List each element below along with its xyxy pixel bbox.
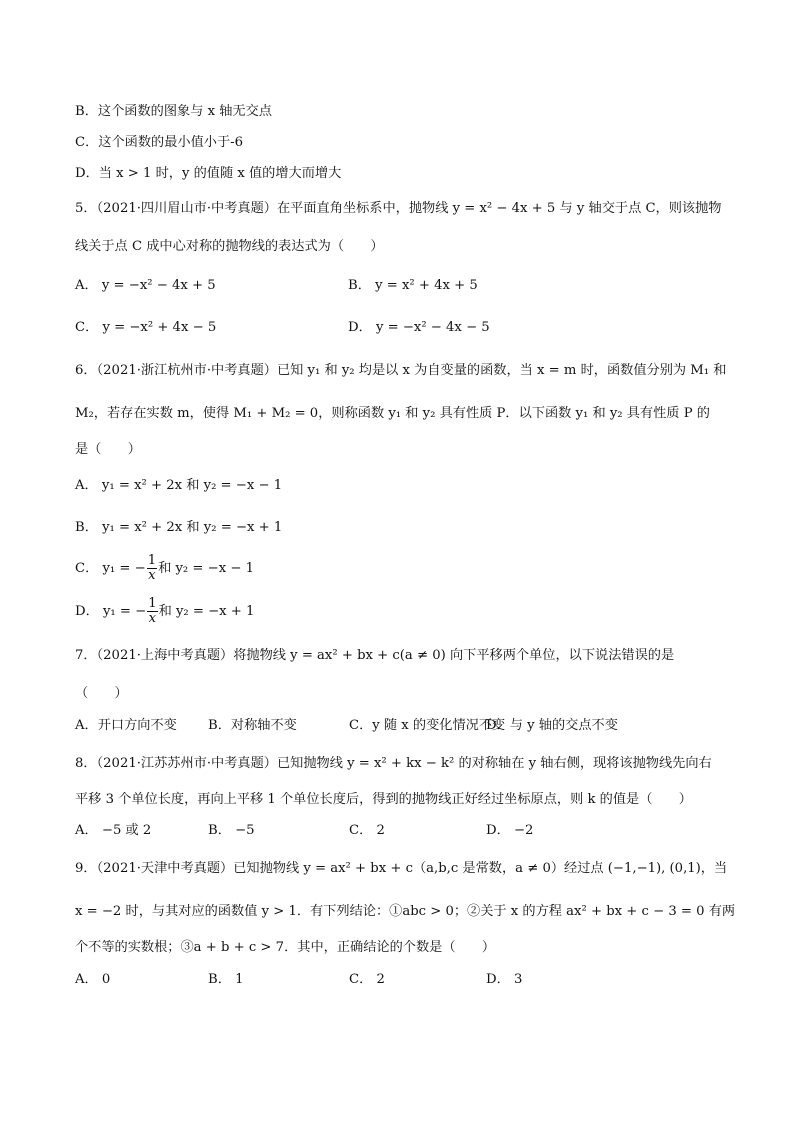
- option-c-prefix: C． y₁ = −: [75, 561, 146, 576]
- question-9-option-c: C． 2: [349, 972, 385, 987]
- question-8-option-a: A． −5 或 2: [75, 823, 152, 838]
- fraction-one-over-x: [147, 597, 157, 626]
- question-7-option-d: D．与 y 轴的交点不变: [486, 718, 618, 733]
- question-6-line-1: 6．（2021·浙江杭州市·中考真题）已知 y₁ 和 y₂ 均是以 x 为自变量的函数，当 x = m 时，函数值分别为 M₁ 和: [75, 363, 727, 378]
- question-6-option-b: B． y₁ = x² + 2x 和 y₂ = −x + 1: [75, 520, 283, 535]
- option-c-prev: C．这个函数的最小值小于-6: [75, 135, 243, 150]
- question-6-line-3: 是（ ）: [75, 442, 141, 457]
- question-9-line-2: x = −2 时，与其对应的函数值 y > 1．有下列结论：①abc > 0；②关于 x 的方程 ax² + bx + c − 3 = 0 有两: [75, 904, 736, 919]
- question-9-option-d: D． 3: [486, 972, 523, 987]
- option-d-prev: D．当 x > 1 时，y 的值随 x 值的增大而增大: [75, 166, 342, 181]
- question-7-line-1: 7．（2021·上海中考真题）将抛物线 y = ax² + bx + c(a ≠ 0) 向下平移两个单位，以下说法错误的是: [75, 648, 675, 663]
- fraction-denominator: x: [148, 611, 157, 626]
- question-5-option-c: C． y = −x² + 4x − 5: [75, 320, 217, 335]
- question-7-option-c: C．y 随 x 的变化情况不变: [349, 718, 506, 733]
- question-7-line-2: （ ）: [75, 686, 128, 701]
- question-8-option-c: C． 2: [349, 823, 385, 838]
- question-5-option-d: D． y = −x² − 4x − 5: [348, 320, 490, 335]
- fraction-denominator: x: [148, 568, 156, 583]
- question-9-line-1: 9．（2021·天津中考真题）已知抛物线 y = ax² + bx + c（a,b,c 是常数，a ≠ 0）经过点 (−1,−1), (0,1)，当: [75, 861, 728, 876]
- question-8-option-b: B． −5: [208, 823, 255, 838]
- fraction-numerator: 1: [148, 596, 157, 611]
- question-8-option-d: D． −2: [486, 823, 534, 838]
- question-7-option-a: A．开口方向不变: [75, 718, 177, 733]
- question-5-line-2: 线关于点 C 成中心对称的抛物线的表达式为（ ）: [75, 239, 384, 254]
- question-6-option-d: [75, 597, 254, 626]
- question-6-option-a: A． y₁ = x² + 2x 和 y₂ = −x − 1: [75, 478, 283, 493]
- question-6-option-c: [75, 554, 254, 583]
- option-d-prefix: D． y₁ = −: [75, 604, 147, 619]
- question-9-option-a: A． 0: [75, 972, 111, 987]
- option-d-suffix: 和 y₂ = −x + 1: [158, 604, 255, 619]
- question-9-line-3: 个不等的实数根；③a + b + c > 7．其中，正确结论的个数是（ ）: [75, 940, 496, 955]
- question-5-option-b: B． y = x² + 4x + 5: [348, 278, 478, 293]
- question-5-option-a: A． y = −x² − 4x + 5: [75, 278, 216, 293]
- question-8-line-1: 8．（2021·江苏苏州市·中考真题）已知抛物线 y = x² + kx − k² 的对称轴在 y 轴右侧，现将该抛物线先向右: [75, 756, 712, 771]
- question-6-line-2: M₂，若存在实数 m，使得 M₁ + M₂ = 0，则称函数 y₁ 和 y₂ 具有性质 P．以下函数 y₁ 和 y₂ 具有性质 P 的: [75, 406, 710, 421]
- question-7-option-b: B．对称轴不变: [208, 718, 297, 733]
- option-c-suffix: 和 y₂ = −x − 1: [158, 561, 254, 576]
- fraction-numerator: 1: [147, 553, 157, 568]
- question-5-line-1: 5．（2021·四川眉山市·中考真题）在平面直角坐标系中，抛物线 y = x² − 4x + 5 与 y 轴交于点 C，则该抛物: [75, 201, 722, 216]
- fraction-one-over-x: [147, 554, 157, 583]
- question-8-line-2: 平移 3 个单位长度，再向上平移 1 个单位长度后，得到的抛物线正好经过坐标原点，则 k 的值是（ ）: [75, 792, 692, 807]
- question-9-option-b: B． 1: [208, 972, 244, 987]
- option-b-prev: B．这个函数的图象与 x 轴无交点: [75, 104, 272, 119]
